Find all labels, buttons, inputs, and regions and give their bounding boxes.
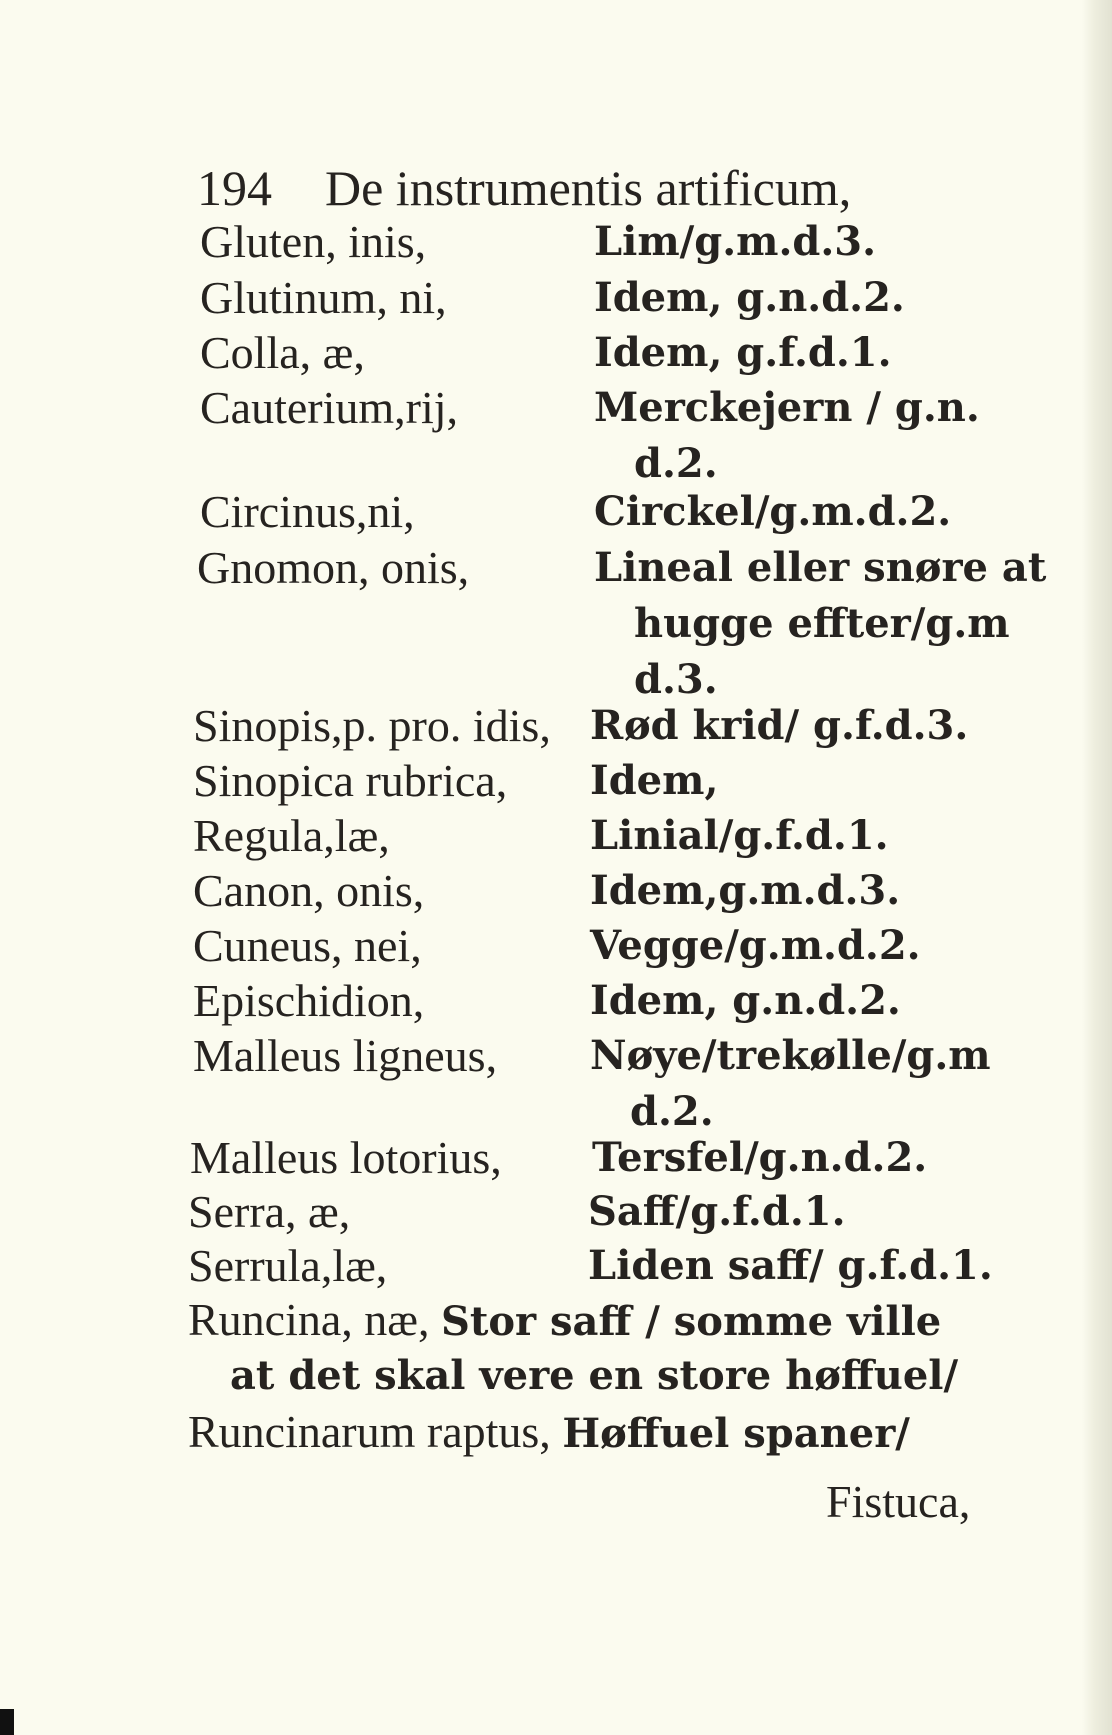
gloss-line: Idem, g.n.d.2. <box>594 274 905 321</box>
gloss-line: Lim/g.m.d.3. <box>594 218 877 265</box>
glossary-entry <box>193 1028 991 1135</box>
danish-gloss <box>590 753 718 809</box>
running-title: De instrumentis artificum, <box>325 160 852 216</box>
latin-term: Runcina, næ, <box>188 1294 430 1345</box>
danish-gloss <box>592 1130 927 1186</box>
latin-term: Colla, æ, <box>200 327 365 378</box>
danish-gloss <box>588 1238 993 1294</box>
danish-gloss <box>590 863 900 919</box>
glossary-entry <box>193 753 719 809</box>
glossary-entry <box>193 863 901 919</box>
latin-term: Malleus lotorius, <box>190 1132 502 1183</box>
gloss-continuation: at det skal vere en store høffuel/ <box>230 1352 959 1399</box>
scan-corner-mark <box>0 1709 14 1735</box>
catchword: Fistuca, <box>826 1476 971 1527</box>
latin-term: Regula,læ, <box>193 810 390 861</box>
glossary-entry <box>193 918 921 974</box>
glossary-entry-runcinarum <box>188 1404 910 1462</box>
latin-term: Cuneus, nei, <box>193 920 422 971</box>
latin-term: Runcinarum raptus, <box>188 1406 551 1457</box>
glossary-entry-runcina <box>188 1292 941 1350</box>
gloss-line: Idem, g.f.d.1. <box>594 329 892 376</box>
latin-term: Sinopica rubrica, <box>193 755 508 806</box>
gloss-line: Merckejern / g.n. <box>594 384 980 431</box>
latin-term: Serrula,læ, <box>188 1240 388 1291</box>
latin-term: Cauterium,rij, <box>200 382 459 433</box>
danish-gloss <box>590 918 921 974</box>
page-number: 194 <box>197 160 272 216</box>
danish-gloss <box>594 380 980 492</box>
gloss-line: Idem, g.n.d.2. <box>590 977 901 1024</box>
gloss-line: d.2. <box>630 1088 714 1135</box>
danish-gloss <box>590 698 968 754</box>
gloss-line: Rød krid/ g.f.d.3. <box>590 702 969 749</box>
danish-gloss <box>590 1028 991 1140</box>
latin-term: Gnomon, onis, <box>197 542 470 593</box>
danish-gloss <box>594 484 951 540</box>
gloss-line: Nøye/trekølle/g.m <box>590 1032 991 1079</box>
danish-gloss <box>590 973 901 1029</box>
latin-term: Sinopis,p. pro. idis, <box>193 700 551 751</box>
danish-gloss <box>594 214 876 270</box>
glossary-entry <box>200 214 877 270</box>
gloss-line: Circkel/g.m.d.2. <box>594 488 952 535</box>
danish-gloss: Høffuel spaner/ <box>562 1410 910 1457</box>
gloss-line: Saff/g.f.d.1. <box>588 1188 846 1235</box>
glossary-entry <box>190 1130 928 1186</box>
glossary-entry <box>193 698 969 754</box>
gloss-line: Vegge/g.m.d.2. <box>590 922 921 969</box>
gloss-line: d.3. <box>634 656 718 703</box>
running-header <box>197 158 957 218</box>
glossary-entry <box>200 484 952 540</box>
latin-term: Serra, æ, <box>188 1186 351 1237</box>
gloss-line: hugge effter/g.m <box>634 600 1010 647</box>
glossary-entry <box>200 325 892 381</box>
gloss-line: d.2. <box>634 440 718 487</box>
danish-gloss <box>594 325 892 381</box>
glossary-entry <box>188 1238 993 1294</box>
gloss-line: Linial/g.f.d.1. <box>590 812 889 859</box>
latin-term: Epischidion, <box>193 975 425 1026</box>
danish-gloss <box>594 540 1046 708</box>
gloss-line: Liden saff/ g.f.d.1. <box>588 1242 993 1289</box>
glossary-entry <box>193 973 901 1029</box>
gloss-line: Lineal eller snøre at <box>594 544 1047 591</box>
latin-term: Canon, onis, <box>193 865 425 916</box>
latin-term: Malleus ligneus, <box>193 1030 498 1081</box>
danish-gloss <box>588 1184 846 1240</box>
glossary-entry <box>193 808 889 864</box>
danish-gloss <box>594 270 905 326</box>
glossary-entry <box>188 1184 846 1240</box>
latin-term: Gluten, inis, <box>200 216 427 267</box>
danish-gloss: Stor saff / somme ville <box>440 1298 942 1345</box>
gloss-line: Idem, <box>590 757 719 804</box>
page-edge-shadow <box>1082 0 1112 1735</box>
glossary-entry <box>197 540 1047 703</box>
gloss-line: Tersfel/g.n.d.2. <box>592 1134 928 1181</box>
glossary-entry <box>200 270 905 326</box>
gloss-line: Idem,g.m.d.3. <box>590 867 901 914</box>
latin-term: Circinus,ni, <box>200 486 415 537</box>
danish-gloss <box>590 808 889 864</box>
latin-term: Glutinum, ni, <box>200 272 447 323</box>
glossary-entry <box>200 380 980 487</box>
